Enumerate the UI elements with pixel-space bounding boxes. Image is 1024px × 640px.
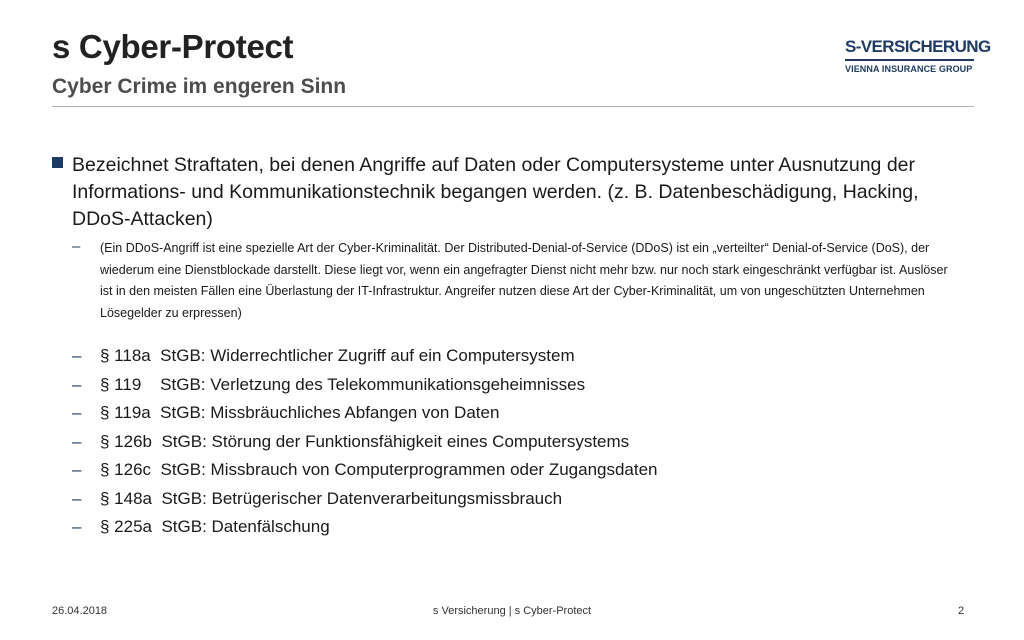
main-bullet — [52, 152, 974, 233]
law-text: § 126b StGB: Störung der Funktionsfähigkeit eines Computersystems — [100, 431, 630, 451]
list-item — [72, 487, 974, 516]
logo-tagline: VIENNA INSURANCE GROUP — [845, 64, 973, 74]
dash-icon: – — [72, 238, 81, 255]
list-item — [72, 344, 974, 373]
ddos-note-text: (Ein DDoS-Angriff ist eine spezielle Art der Cyber-Kriminalität. Der Distributed-Denial-of-Service (DDoS) ist ein „verteilter“ Denial-of-Service (DoS), der wiederum eine Dienstblockade darstellt. Diese liegt vor, wenn ein angefragter Dienst nicht mehr bzw. nur noch stark eingeschränkt verfügbar ist. Auslöser ist in den meisten Fällen eine Überlastung der IT-Infrastruktur. Angreifer nutzen diese Art der Cyber-Kriminalität, um von ungeschützten Unternehmen Lösegelder zu erpressen) — [100, 241, 948, 320]
main-bullet-text: Bezeichnet Straftaten, bei denen Angriffe auf Daten oder Computersysteme unter Ausnutzung der Informations- und Kommunikationstechnik begangen werden. (z. B. Datenbeschädigung, Hacking, DDoS-Attacken) — [72, 154, 919, 230]
slide-body — [52, 152, 974, 544]
list-item — [72, 515, 974, 544]
law-list — [72, 344, 974, 544]
footer-title: s Versicherung | s Cyber-Protect — [432, 605, 592, 617]
slide-subtitle: Cyber Crime im engeren Sinn — [52, 75, 347, 98]
dash-icon: – — [72, 374, 82, 394]
brand-logo — [845, 37, 991, 74]
law-text: § 119 StGB: Verletzung des Telekommunikationsgeheimnisses — [100, 374, 586, 394]
law-text: § 225a StGB: Datenfälschung — [100, 517, 330, 536]
square-bullet-icon — [52, 157, 63, 168]
dash-icon: – — [72, 488, 82, 508]
dash-icon: – — [72, 517, 82, 536]
logo-wordmark: S-VERSICHERUNG — [845, 37, 991, 56]
law-text: § 118a StGB: Widerrechtlicher Zugriff auf ein Computersystem — [100, 346, 575, 365]
law-text: § 119a StGB: Missbräuchliches Abfangen von Daten — [100, 403, 500, 422]
dash-icon: – — [72, 346, 82, 365]
dash-icon: – — [72, 403, 82, 422]
list-item — [72, 430, 974, 459]
list-item — [72, 373, 974, 402]
page-number: 2 — [958, 605, 965, 617]
dash-icon: – — [72, 431, 82, 451]
law-text: § 148a StGB: Betrügerischer Datenverarbeitungsmissbrauch — [100, 488, 563, 508]
list-item — [72, 401, 974, 430]
law-text: § 126c StGB: Missbrauch von Computerprogrammen oder Zugangsdaten — [100, 460, 658, 479]
ddos-note — [72, 238, 974, 324]
header-divider — [52, 106, 974, 107]
dash-icon: – — [72, 460, 82, 479]
logo-divider — [845, 59, 974, 61]
slide-title: s Cyber-Protect — [52, 28, 294, 65]
footer-date: 26.04.2018 — [52, 605, 108, 617]
list-item — [72, 458, 974, 487]
